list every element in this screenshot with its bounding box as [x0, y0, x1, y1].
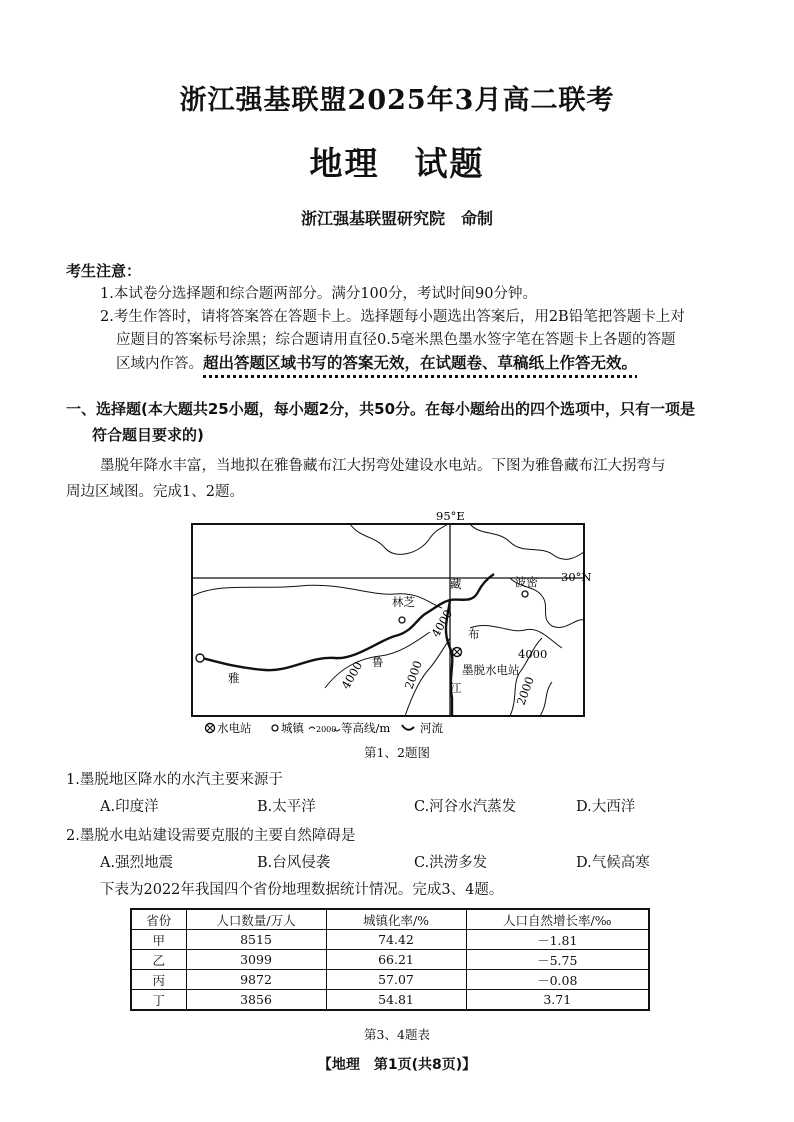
- exam-title: 浙江强基联盟2025年3月高二联考: [179, 85, 615, 116]
- province-data-table: [130, 908, 650, 1011]
- notice-normal-text: 区域内作答。: [116, 356, 203, 372]
- town-label-bomi: 波密: [515, 575, 538, 589]
- contour-label-4000c: 4000: [518, 647, 548, 661]
- latitude-label: 30°N: [561, 570, 592, 584]
- river-char-bu: 布: [468, 627, 480, 641]
- contour-label-4000b: 4000: [428, 607, 456, 640]
- table-header-row: [131, 909, 649, 930]
- table-cell: 8515: [186, 930, 326, 950]
- table-cell: 丙: [131, 970, 186, 990]
- q2-option-a[interactable]: A.强烈地震: [100, 855, 174, 871]
- notice-item-2-line-3: [116, 353, 637, 375]
- table-cell: 9872: [186, 970, 326, 990]
- table-header-cell: 人口自然增长率/‰: [466, 909, 649, 930]
- publisher-line: 浙江强基联盟研究院 命制: [300, 209, 493, 228]
- legend-contour-label: 等高线/m: [341, 721, 391, 735]
- question-intro-line-1: 墨脱年降水丰富，当地拟在雅鲁藏布江大拐弯处建设水电站。下图为雅鲁藏布江大拐弯与: [100, 458, 666, 474]
- table-intro: 下表为2022年我国四个省份地理数据统计情况。完成3、4题。: [100, 882, 504, 898]
- upstream-station-marker: [196, 654, 204, 662]
- notice-item-1: 1.本试卷分选择题和综合题两部分。满分100分，考试时间90分钟。: [100, 286, 537, 302]
- table-cell: －5.75: [466, 950, 649, 970]
- notice-emphasis-text: 超出答题区域书写的答案无效，在试题卷、草稿纸上作答无效。: [203, 354, 638, 372]
- q2-options: [0, 853, 794, 875]
- table-caption: 第3、4题表: [364, 1027, 430, 1042]
- table-cell: 3.71: [466, 990, 649, 1011]
- station-label: 墨脱水电站: [462, 663, 520, 677]
- table-cell: －0.08: [466, 970, 649, 990]
- section1-heading-cont: 符合题目要求的): [92, 426, 204, 444]
- q1-option-d[interactable]: D.大西洋: [576, 799, 636, 815]
- table-cell: 3856: [186, 990, 326, 1011]
- table-cell: －1.81: [466, 930, 649, 950]
- table-header-cell: 城镇化率/%: [326, 909, 466, 930]
- q1-options: [0, 797, 794, 819]
- town-label-linzhi: 林芝: [392, 595, 415, 609]
- legend-river-icon: [402, 725, 414, 730]
- table-cell: 66.21: [326, 950, 466, 970]
- subject-title: 地理 试题: [309, 144, 485, 183]
- town-marker-bomi: [522, 591, 528, 597]
- q1-stem: 1.墨脱地区降水的水汽主要来源于: [66, 772, 283, 788]
- legend-river-label: 河流: [420, 721, 443, 735]
- notice-item-2-line-2: 应题目的答案标号涂黑；综合题请用直径0.5毫米黑色墨水签字笔在答题卡上各题的答题: [116, 332, 676, 348]
- notice-item-2-line-1: 2.考生作答时，请将答案答在答题卡上。选择题每小题选出答案后，用2B铅笔把答题卡上对: [100, 309, 685, 325]
- table-cell: 3099: [186, 950, 326, 970]
- page-footer: 【地理 第1页(共8页)】: [317, 1057, 477, 1073]
- q1-option-b[interactable]: B.太平洋: [257, 799, 316, 815]
- contour-label-4000a: 4000: [338, 659, 366, 692]
- legend-contour-icon: [309, 727, 315, 729]
- table-header-cell: 省份: [131, 909, 186, 930]
- legend-station-label: 水电站: [217, 721, 252, 735]
- table-cell: 74.42: [326, 930, 466, 950]
- river-char-lu: 鲁: [372, 655, 384, 669]
- legend-town-label: 城镇: [281, 721, 304, 735]
- question-intro-line-2: 周边区域图。完成1、2题。: [66, 484, 244, 500]
- q1-option-a[interactable]: A.印度洋: [100, 799, 159, 815]
- map-legend: [206, 721, 444, 735]
- notice-heading: 考生注意：: [66, 262, 142, 280]
- q1-option-c[interactable]: C.河谷水汽蒸发: [414, 799, 517, 815]
- table-cell: 57.07: [326, 970, 466, 990]
- town-marker-linzhi: [399, 617, 405, 623]
- contour-label-2000b: 2000: [513, 674, 537, 708]
- table-row: [131, 990, 649, 1011]
- table-row: [131, 930, 649, 950]
- table-header-cell: 人口数量/万人: [186, 909, 326, 930]
- longitude-label: 95°E: [436, 509, 465, 523]
- river-char-jiang: 江: [450, 681, 462, 695]
- legend-town-icon: [272, 725, 278, 731]
- q2-option-b[interactable]: B.台风侵袭: [257, 855, 331, 871]
- q2-option-d[interactable]: D.气候高寒: [576, 855, 650, 871]
- table-row: [131, 950, 649, 970]
- river-char-zang: 藏: [450, 577, 462, 591]
- table-cell: 甲: [131, 930, 186, 950]
- table-cell: 54.81: [326, 990, 466, 1011]
- table-row: [131, 970, 649, 990]
- table-cell: 乙: [131, 950, 186, 970]
- section1-heading: 一、选择题(本大题共25小题，每小题2分，共50分。在每小题给出的四个选项中，只有一项是: [66, 400, 696, 418]
- yarlung-tsangpo-map: [180, 508, 600, 743]
- legend-contour-value: 2000: [316, 725, 337, 734]
- q2-option-c[interactable]: C.洪涝多发: [414, 855, 488, 871]
- river-char-ya: 雅: [228, 671, 240, 685]
- contour-label-2000a: 2000: [401, 658, 425, 692]
- table-cell: 丁: [131, 990, 186, 1011]
- map-caption: 第1、2题图: [364, 745, 430, 760]
- q2-stem: 2.墨脱水电站建设需要克服的主要自然障碍是: [66, 828, 356, 844]
